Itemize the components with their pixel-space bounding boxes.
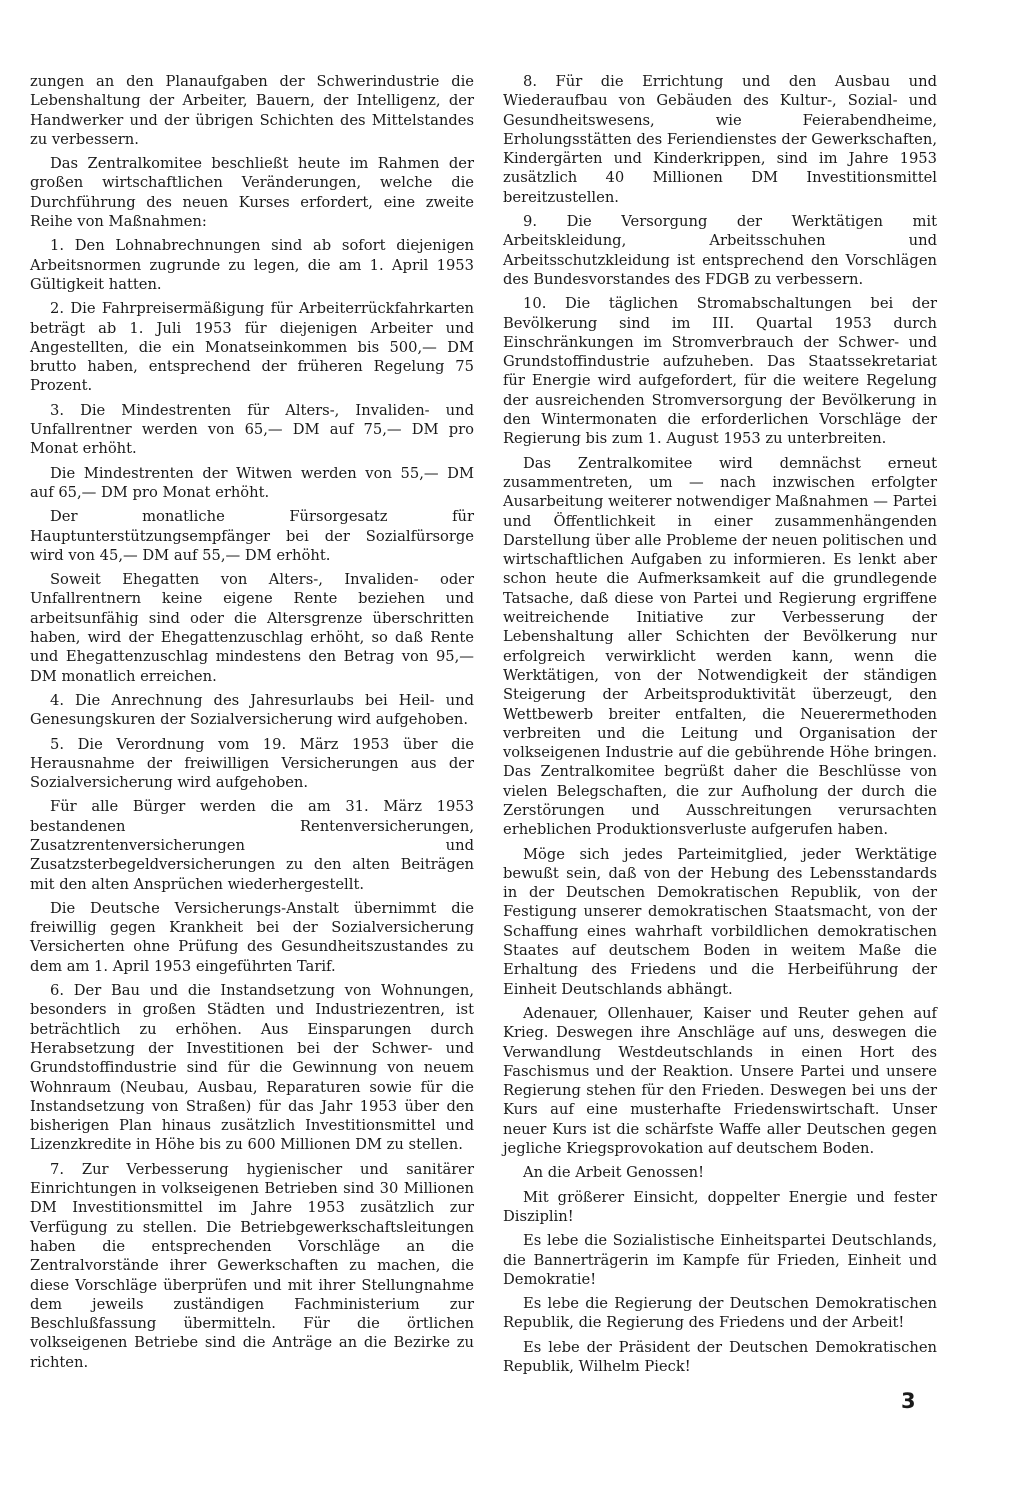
closing-line: Mit größerer Einsicht, doppelter Energie und fester Disziplin!: [503, 1188, 937, 1225]
paragraph: Möge sich jedes Parteimitglied, jeder Werktätige bewußt sein, daß von der Hebung des Lebensstandards in der Deutschen Demokratischen Republik, von der Festigung unserer demokratischen Staatsmacht, von der Schaffung eines wahrhaft vorbildlichen demokratischen Staates auf deutschem Boden in weitem Maße die Erhaltung des Friedens und die Herbeiführung der Einheit Deutschlands abhängt.: [503, 845, 937, 998]
paragraph: 5. Die Verordnung vom 19. März 1953 über die Herausnahme der freiwilligen Versicherungen aus der Sozialversicherung wird aufgehoben.: [30, 735, 474, 792]
closing-line: Es lebe die Regierung der Deutschen Demokratischen Republik, die Regierung des Friedens und der Arbeit!: [503, 1295, 937, 1332]
paragraph: Der monatliche Fürsorgesatz für Hauptunterstützungsempfänger bei der Sozialfürsorge wird von 45,— DM auf 55,— DM erhöht.: [30, 508, 474, 564]
page-number: 3: [901, 1389, 916, 1413]
paragraph: 1. Den Lohnabrechnungen sind ab sofort diejenigen Arbeitsnormen zugrunde zu legen, die am 1. April 1953 Gültigkeit hatten.: [30, 237, 474, 293]
paragraph: 7. Zur Verbesserung hygienischer und sanitärer Einrichtungen in volkseigenen Betrieben sind 30 Millionen DM Investitionsmittel im Jahre 1953 zusätzlich zur Verfügung zu stellen. Die Betriebgewerkschaftsleitungen haben die entsprechenden Vorschläge an die Zentralvorstände ihrer Gewerkschaften zu machen, die diese Vorschläge überprüfen und mit ihrer Stellungnahme dem jeweils zuständigen Fachministerium zur Beschlußfassung übermitteln. Für die örtlichen volkseigenen Betriebe sind die Anträge an die Bezirke zu richten.: [30, 1160, 474, 1371]
paragraph: Soweit Ehegatten von Alters-, Invaliden- oder Unfallrentnern keine eigene Rente beziehen und arbeitsunfähig sind oder die Altersgrenze überschritten haben, wird der Ehegattenzuschlag erhöht, so daß Rente und Ehegattenzuschlag mindestens den Betrag von 95,— DM monatlich erreichen.: [30, 571, 474, 685]
paragraph: 8. Für die Errichtung und den Ausbau und Wiederaufbau von Gebäuden des Kultur-, Sozial- und Gesundheitswesens, wie Feierabendheime, Erholungsstätten des Feriendienstes der Gewerkschaften, Kindergärten und Kinderkrippen, sind im Jahre 1953 zusätzlich 40 Millionen DM Investitionsmittel bereitzustellen.: [503, 73, 937, 206]
closing-line: An die Arbeit Genossen!: [523, 1164, 705, 1182]
paragraph: 3. Die Mindestrenten für Alters-, Invaliden- und Unfallrentner werden von 65,— DM auf 75,— DM pro Monat erhöht.: [30, 401, 474, 458]
paragraph: Die Mindestrenten der Witwen werden von 55,— DM auf 65,— DM pro Monat erhöht.: [30, 464, 474, 501]
closing-line: Es lebe der Präsident der Deutschen Demokratischen Republik, Wilhelm Pieck!: [503, 1338, 937, 1375]
paragraph: 9. Die Versorgung der Werktätigen mit Arbeitskleidung, Arbeitsschuhen und Arbeitsschutzkleidung ist entsprechend den Vorschlägen des Bundesvorstandes des FDGB zu verbessern.: [503, 213, 937, 288]
paragraph: Das Zentralkomitee beschließt heute im Rahmen der großen wirtschaftlichen Veränderungen, welche die Durchführung des neuen Kurses erfordert, eine zweite Reihe von Maßnahmen:: [30, 155, 474, 231]
paragraph: Das Zentralkomitee wird demnächst erneut zusammentreten, um — nach inzwischen erfolgter Ausarbeitung weiterer notwendiger Maßnahmen — Partei und Öffentlichkeit in einer zusammenhängenden Darstellung über alle Probleme der neuen politischen und wirtschaftlichen Aufgaben zu informieren. Es lenkt aber schon heute die Aufmerksamkeit auf die grundlegende Tatsache, daß diese von Partei und Regierung ergriffene weitreichende Initiative zur Verbesserung der Lebenshaltung aller Schichten der Bevölkerung nur erfolgreich verwirklicht werden kann, wenn die Werktätigen, von der Notwendigkeit der ständigen Steigerung der Arbeitsproduktivität überzeugt, den Wettbewerb breiter entfalten, die Neuerermethoden verbreiten und die Leitung und Organisation der volkseigenen Industrie auf die gebührende Höhe bringen. Das Zentralkomitee begrüßt daher die Beschlüsse von vielen Belegschaften, die zur Aufholung der durch die Zerstörungen und Ausschreitungen verursachten erheblichen Produktionsverluste aufgerufen haben.: [503, 454, 937, 839]
paragraph: Für alle Bürger werden die am 31. März 1953 bestandenen Rentenversicherungen, Zusatzrentenversicherungen und Zusatzsterbegeldversicherungen zu den alten Beiträgen mit den alten Ansprüchen wiederhergestellt.: [30, 798, 474, 893]
closing-line: Es lebe die Sozialistische Einheitspartei Deutschlands, die Bannerträgerin im Kampfe für Frieden, Einheit und Demokratie!: [503, 1232, 937, 1288]
paragraph: 4. Die Anrechnung des Jahresurlaubs bei Heil- und Genesungskuren der Sozialversicherung wird aufgehoben.: [30, 691, 474, 729]
paragraph: Die Deutsche Versicherungs-Anstalt übernimmt die freiwillig gegen Krankheit bei der Sozialversicherung Versicherten ohne Prüfung des Gesundheitszustandes zu dem am 1. April 1953 eingeführten Tarif.: [30, 899, 474, 975]
paragraph: Adenauer, Ollenhauer, Kaiser und Reuter gehen auf Krieg. Deswegen ihre Anschläge auf uns, deswegen die Verwandlung Westdeutschlands in einen Hort des Faschismus und der Reaktion. Unsere Partei und unsere Regierung stehen für den Frieden. Deswegen bei uns der Kurs auf eine musterhafte Friedenswirtschaft. Unser neuer Kurs ist die schärfste Waffe aller Deutschen gegen jegliche Kriegsprovokation auf deutschem Boden.: [503, 1004, 937, 1158]
right-column: [503, 72, 937, 1381]
paragraph: 6. Der Bau und die Instandsetzung von Wohnungen, besonders in großen Städten und Industriezentren, ist beträchtlich zu erhöhen. Aus Einsparungen durch Herabsetzung der Investitionen bei der Schwer- und Grundstoffindustrie sind für die Gewinnung von neuem Wohnraum (Neubau, Ausbau, Reparaturen sowie für die Instandsetzung von Straßen) für das Jahr 1953 über den bisherigen Plan hinaus zusätzlich Investitionsmittel und Lizenzkredite in Höhe bis zu 600 Millionen DM zu stellen.: [30, 982, 474, 1154]
paragraph: 10. Die täglichen Stromabschaltungen bei der Bevölkerung sind im III. Quartal 1953 durch Einschränkungen im Stromverbrauch der Schwer- und Grundstoffindustrie aufzuheben. Das Staatssekretariat für Energie wird aufgefordert, für die weitere Regelung der ausreichenden Stromversorgung der Bevölkerung in den Wintermonaten die erforderlichen Vorschläge der Regierung bis zum 1. August 1953 zu unterbreiten.: [503, 295, 937, 448]
paragraph: zungen an den Planaufgaben der Schwerindustrie die Lebenshaltung der Arbeiter, Bauern, der Intelligenz, der Handwerker und der übrigen Schichten des Mittelstandes zu verbessern.: [30, 73, 474, 148]
paragraph: 2. Die Fahrpreisermäßigung für Arbeiterrückfahrkarten beträgt ab 1. Juli 1953 für diejenigen Arbeiter und Angestellten, die ein Monatseinkommen bis 500,— DM brutto haben, entsprechend der früheren Regelung 75 Prozent.: [30, 300, 474, 395]
left-column: [30, 72, 474, 1377]
